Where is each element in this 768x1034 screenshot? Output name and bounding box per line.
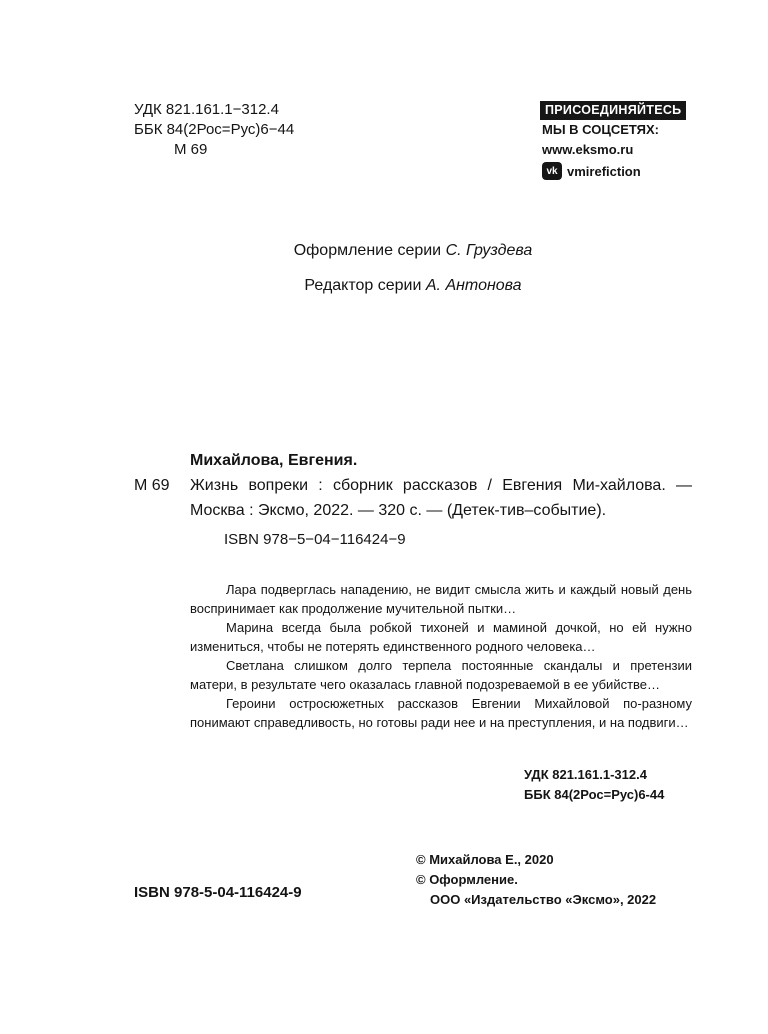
entry-author: Михайлова, Евгения. bbox=[190, 452, 358, 469]
copyright-block bbox=[416, 850, 656, 910]
annotation-paragraph: Светлана слишком долго терпела постоянные скандалы и претензии матери, в результате чего оказалась главной подозреваемой в ее убийстве… bbox=[190, 658, 692, 692]
entry-isbn: ISBN 978−5−04−116424−9 bbox=[224, 531, 406, 548]
vk-link[interactable] bbox=[540, 162, 692, 180]
annotation bbox=[190, 580, 692, 732]
bottom-codes bbox=[524, 765, 664, 805]
social-subtitle: МЫ В СОЦСЕТЯХ: bbox=[542, 122, 660, 137]
classification-codes bbox=[134, 100, 294, 160]
author-mark: М 69 bbox=[174, 141, 208, 158]
copyright-author: © Михайлова Е., 2020 bbox=[416, 852, 554, 867]
entry-mark: М 69 bbox=[134, 477, 170, 494]
social-banner: ПРИСОЕДИНЯЙТЕСЬ bbox=[540, 101, 686, 120]
udk-code: УДК 821.161.1−312.4 bbox=[134, 101, 279, 118]
bottom-bbk: ББК 84(2Рос=Рус)6-44 bbox=[524, 787, 665, 802]
website-link[interactable]: www.eksmo.ru bbox=[542, 142, 634, 157]
isbn-bold: ISBN 978-5-04-116424-9 bbox=[134, 884, 302, 901]
bbk-code: ББК 84(2Рос=Рус)6−44 bbox=[134, 121, 295, 138]
bottom-udk: УДК 821.161.1-312.4 bbox=[524, 767, 647, 782]
vk-handle: vmirefiction bbox=[567, 163, 641, 179]
copyright-design: © Оформление. bbox=[416, 872, 518, 887]
annotation-paragraph: Героини остросюжетных рассказов Евгении Михайловой по-разному понимают справедливость, но готовы ради нее и на преступления, и на подвиги… bbox=[190, 696, 692, 730]
annotation-paragraph: Марина всегда была робкой тихоней и маминой дочкой, но ей нужно измениться, чтобы не потерять единственного родного человека… bbox=[190, 620, 692, 654]
design-label: Оформление серии bbox=[293, 242, 442, 259]
design-name: С. Груздева bbox=[445, 242, 533, 259]
entry-description: Жизнь вопреки : сборник рассказов / Евгения Ми-хайлова. — Москва : Эксмо, 2022. — 320 с. — (Детек-тив–событие). bbox=[190, 477, 692, 519]
catalog-entry bbox=[134, 448, 692, 552]
annotation-paragraph: Лара подверглась нападению, не видит смысла жить и каждый новый день воспринимает как продолжение мучительной пытки… bbox=[190, 582, 692, 616]
series-design-credit bbox=[0, 242, 768, 260]
social-block bbox=[540, 101, 692, 180]
series-editor-credit bbox=[0, 277, 768, 295]
editor-name: А. Антонова bbox=[425, 277, 522, 294]
vk-icon: vk bbox=[542, 162, 562, 180]
copyright-publisher: ООО «Издательство «Эксмо», 2022 bbox=[430, 892, 657, 907]
editor-label: Редактор серии bbox=[304, 277, 422, 294]
